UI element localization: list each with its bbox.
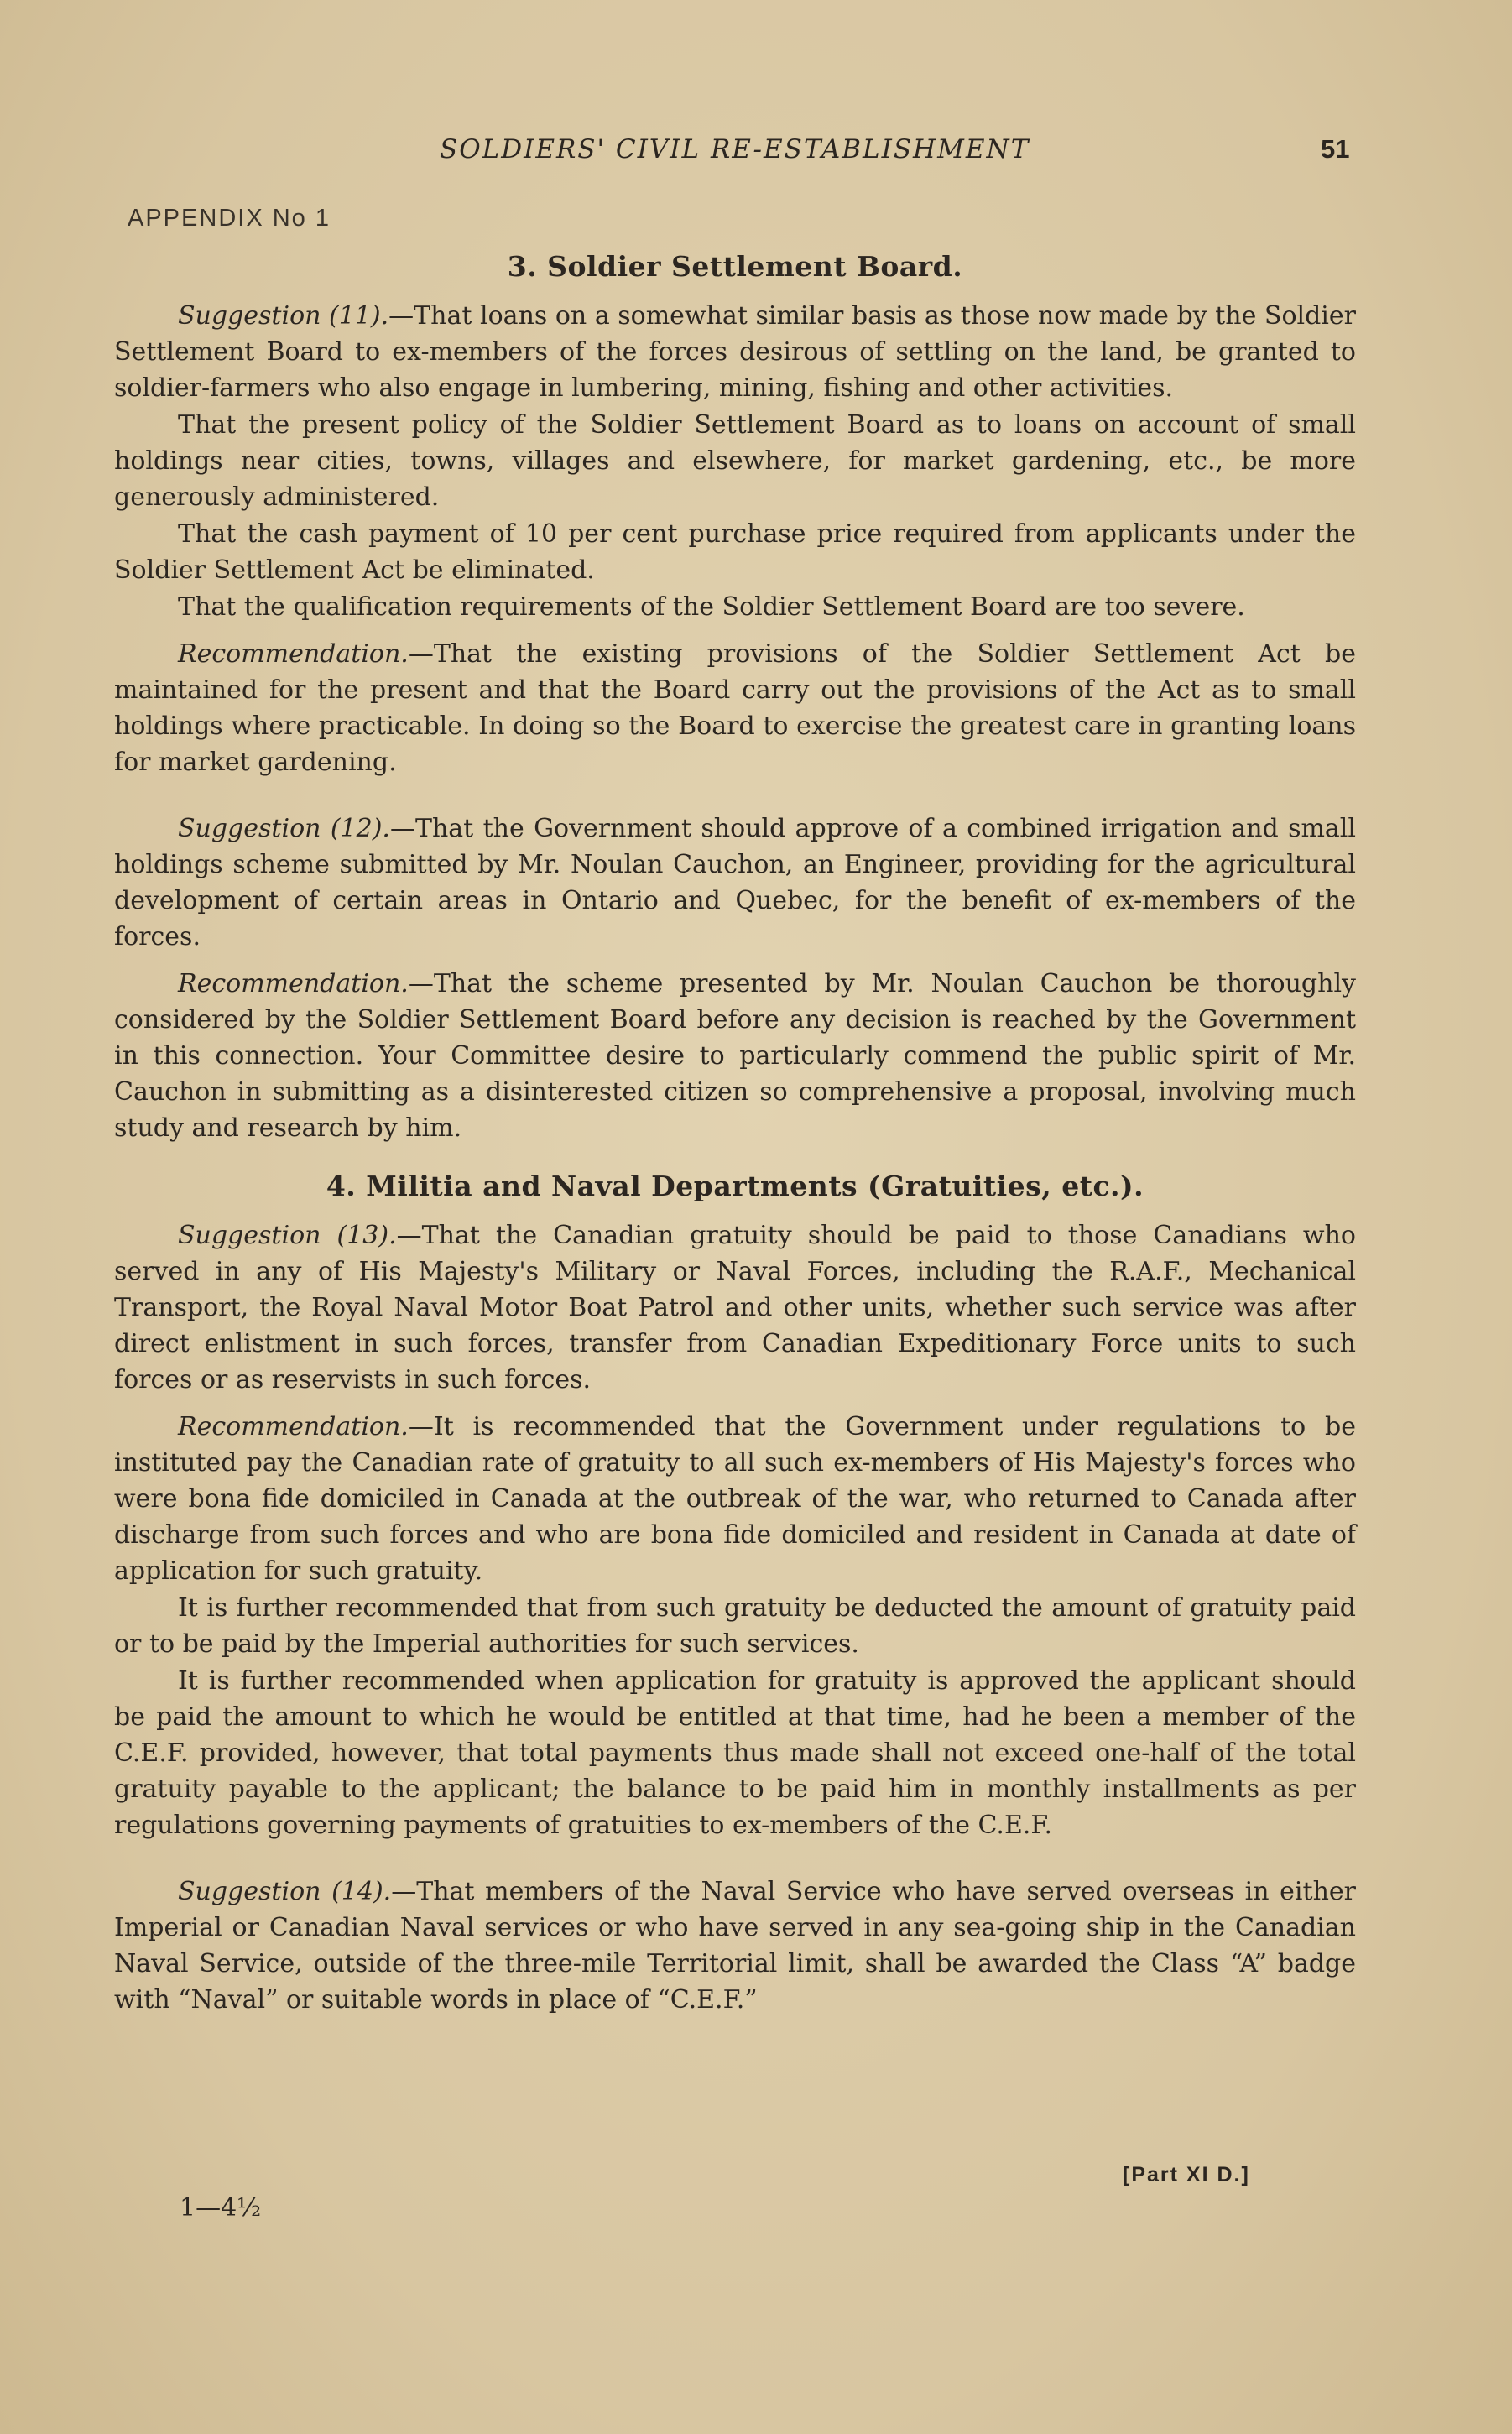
suggestion-12-label: Suggestion (12). <box>178 814 390 843</box>
recommendation-11-label: Recommendation. <box>178 639 409 669</box>
recommendation-13-paragraph-3: It is further recommended when application for gratuity is approved the applicant should be paid the amount to which he would be entitled at that time, had he been a member of the C.E.F. provided, however, that total payments thus made shall not exceed one-half of the total gratuity payable to the applicant; the balance to be paid him in monthly installments as per regulations governing payments of gratuities to ex-members of the C.E.F. <box>114 1666 1356 1840</box>
running-title: SOLDIERS' CIVIL RE-ESTABLISHMENT <box>440 134 1030 164</box>
suggestion-11-paragraph-3: That the cash payment of 10 per cent purchase price required from applicants under the Soldier Settlement Act be eliminated. <box>114 519 1356 585</box>
suggestion-12 <box>114 810 1356 955</box>
recommendation-13-paragraph-2: It is further recommended that from such gratuity be deducted the amount of gratuity paid or to be paid by the Imperial authorities for such services. <box>114 1593 1356 1659</box>
suggestion-11 <box>114 298 1356 406</box>
recommendation-13-label: Recommendation. <box>178 1412 409 1441</box>
suggestion-13 <box>114 1217 1356 1398</box>
suggestion-11-text: —That loans on a somewhat similar basis as those now made by the Soldier Settlement Board to ex-members of the forces desirous of settling on the land, be granted to soldier-farmers who also engage in lumbering, mining, fishing and other activities. <box>114 301 1356 403</box>
body-text <box>114 248 1356 2029</box>
suggestion-14 <box>114 1874 1356 2018</box>
recommendation-11-text: —That the existing provisions of the Soldier Settlement Act be maintained for the present and that the Board carry out the provisions of the Act as to small holdings where practicable. In doing so the Board to exercise the greatest care in granting loans for market gardening. <box>114 639 1356 777</box>
suggestion-13-label: Suggestion (13). <box>178 1221 397 1250</box>
suggestion-12-text: —That the Government should approve of a combined irrigation and small holdings scheme submitted by Mr. Noulan Cauchon, an Engineer, providing for the agricultural development of certain areas in Ontario and Quebec, for the benefit of ex-members of the forces. <box>114 814 1356 951</box>
recommendation-11 <box>114 636 1356 780</box>
suggestion-14-text: —That members of the Naval Service who have served overseas in either Imperial or Canadian Naval services or who have served in any sea-going ship in the Canadian Naval Service, outside of the three-mile Territorial limit, shall be awarded the Class “A” badge with “Naval” or suitable words in place of “C.E.F.” <box>114 1877 1356 2014</box>
signature-mark: 1—4½ <box>180 2193 262 2223</box>
section-4-heading: 4. Militia and Naval Departments (Gratuities, etc.). <box>326 1170 1144 1202</box>
running-header <box>0 134 1512 168</box>
suggestion-11-label: Suggestion (11). <box>178 301 389 331</box>
recommendation-12-text: —That the scheme presented by Mr. Noulan Cauchon be thoroughly considered by the Soldier Settlement Board before any decision is reached by the Government in this connection. Your Committee desire to particularly commend the public spirit of Mr. Cauchon in submitting as a disinterested citizen so comprehensive a proposal, involving much study and research by him. <box>114 969 1356 1143</box>
section-3-heading: 3. Soldier Settlement Board. <box>507 250 963 283</box>
page-number: 51 <box>1321 134 1350 164</box>
suggestion-13-text: —That the Canadian gratuity should be paid to those Canadians who served in any of His Majesty's Military or Naval Forces, including the R.A.F., Mechanical Transport, the Royal Naval Motor Boat Patrol and other units, whether such service was after direct enlistment in such forces, transfer from Canadian Expeditionary Force units to such forces or as reservists in such forces. <box>114 1221 1356 1394</box>
recommendation-12 <box>114 966 1356 1146</box>
suggestion-11-paragraph-2: That the present policy of the Soldier Settlement Board as to loans on account of small holdings near cities, towns, villages and elsewhere, for market gardening, etc., be more generously administered. <box>114 410 1356 512</box>
recommendation-13 <box>114 1409 1356 1589</box>
part-reference: [Part XI D.] <box>1123 2163 1250 2186</box>
recommendation-12-label: Recommendation. <box>178 969 409 998</box>
suggestion-11-paragraph-4: That the qualification requirements of the Soldier Settlement Board are too severe. <box>178 592 1245 622</box>
recommendation-13-text: —It is recommended that the Government under regulations to be instituted pay the Canadian rate of gratuity to all such ex-members of His Majesty's forces who were bona fide domiciled in Canada at the outbreak of the war, who returned to Canada after discharge from such forces and who are bona fide domiciled and resident in Canada at date of application for such gratuity. <box>114 1412 1356 1586</box>
appendix-stamp: APPENDIX No 1 <box>128 205 331 232</box>
suggestion-14-label: Suggestion (14). <box>178 1877 392 1906</box>
